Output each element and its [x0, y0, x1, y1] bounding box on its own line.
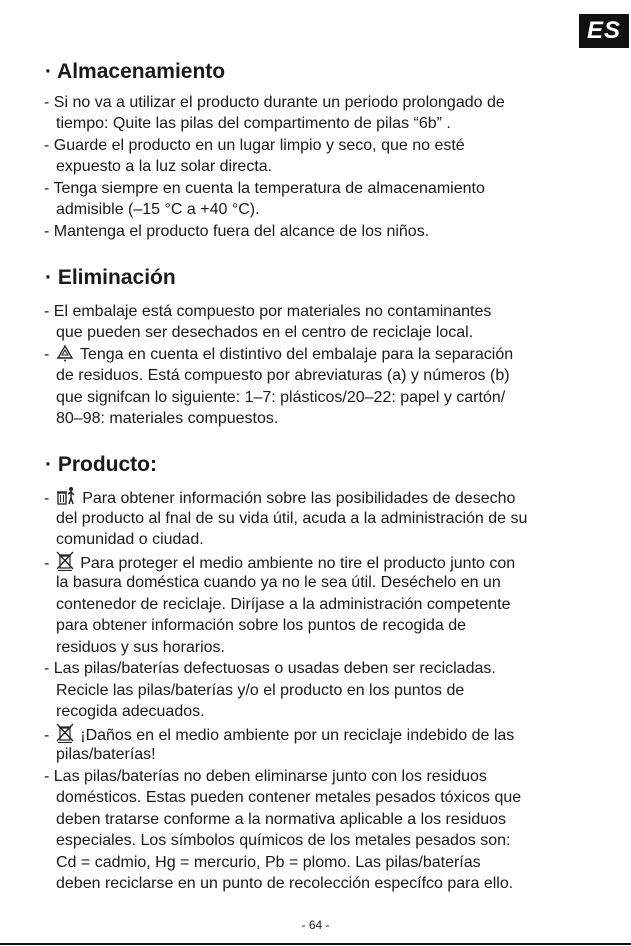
text-line: - Si no va a utilizar el producto durante un periodo prolongado de	[44, 94, 505, 111]
text-line: comunidad o ciudad.	[56, 531, 204, 548]
text-line: especiales. Los símbolos químicos de los metales pesados son:	[56, 832, 511, 849]
bullet-dash: -	[44, 346, 50, 363]
text-line: expuesto a la luz solar directa.	[56, 158, 273, 175]
text-line: tiempo: Quite las pilas del compartimento de pilas “6b” .	[56, 115, 451, 132]
text-line: - Las pilas/baterías defectuosas o usadas deben ser recicladas.	[44, 660, 496, 677]
text-line: pilas/baterías!	[56, 746, 156, 763]
text-line: - Tenga siempre en cuenta la temperatura de almacenamiento	[44, 180, 485, 197]
text-line: Recicle las pilas/baterías y/o el producto en los puntos de	[56, 682, 465, 699]
text-line: la basura doméstica cuando ya no le sea útil. Deséchelo en un	[56, 574, 501, 591]
page-number: - 64 -	[301, 918, 330, 932]
text: ¡Daños en el medio ambiente por un reciclaje indebido de las	[80, 727, 515, 744]
text-line: contenedor de reciclaje. Diríjase a la administración competente	[56, 596, 511, 613]
text-line: domésticos. Estas pueden contener metales pesados tóxicos que	[56, 789, 522, 806]
section-heading-storage: · Almacenamiento	[45, 60, 226, 83]
text: Para obtener información sobre las posibilidades de desecho	[82, 490, 516, 507]
text-line: - Mantenga el producto fuera del alcance de los niños.	[44, 223, 430, 240]
text-line: 80–98: materiales compuestos.	[56, 410, 279, 427]
text-line: del producto al fnal de su vida útil, acuda a la administración de su	[56, 510, 528, 527]
bullet-dash: -	[44, 555, 50, 572]
text-line: para obtener información sobre los puntos de recogida de	[56, 617, 467, 634]
text-line: deben reciclarse en un punto de recolección específco para ello.	[56, 875, 514, 892]
text-line: que pueden ser desechados en el centro de reciclaje local.	[56, 324, 474, 341]
bottom-divider	[0, 943, 631, 945]
text-line: - Las pilas/baterías no deben eliminarse junto con los residuos	[44, 768, 487, 785]
text-line: de residuos. Está compuesto por abreviaturas (a) y números (b)	[56, 367, 510, 384]
text-line: admisible (–15 °C a +40 °C).	[56, 201, 260, 218]
text-line: deben tratarse conforme a la normativa aplicable a los residuos	[56, 811, 507, 828]
text-line: que signifcan lo siguiente: 1–7: plásticos/20–22: papel y cartón/	[56, 389, 506, 406]
text: Tenga en cuenta el distintivo del embalaje para la separación	[79, 346, 514, 363]
text-line: - El embalaje está compuesto por materiales no contaminantes	[44, 303, 492, 320]
text: Para proteger el medio ambiente no tire el producto junto con	[80, 555, 516, 572]
section-heading-product: · Producto:	[45, 453, 157, 476]
text-line: recogida adecuados.	[56, 703, 205, 720]
section-heading-disposal: · Eliminación	[45, 266, 176, 289]
bullet-dash: -	[44, 727, 50, 744]
language-badge: ES	[579, 14, 629, 48]
bullet-dash: -	[44, 490, 50, 507]
text-line: - Guarde el producto en un lugar limpio y seco, que no esté	[44, 137, 465, 154]
text-line: Cd = cadmio, Hg = mercurio, Pb = plomo. Las pilas/baterías	[56, 854, 481, 871]
text-line: residuos y sus horarios.	[56, 639, 225, 656]
